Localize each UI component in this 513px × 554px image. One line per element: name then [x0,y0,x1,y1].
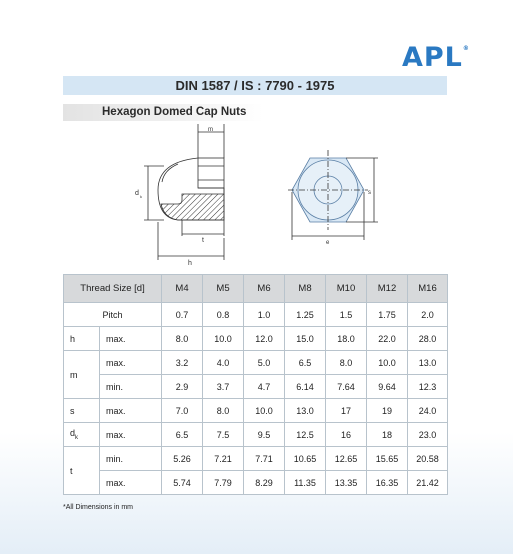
table-cell: 11.35 [285,471,326,495]
table-cell: 12.65 [326,447,367,471]
size-header: M10 [326,275,367,303]
label-m: m [208,127,213,133]
table-cell: 12.0 [244,327,285,351]
table-cell: 2.0 [408,303,448,327]
table-cell: 12.3 [408,375,448,399]
table-row [64,399,448,423]
table-cell: 9.64 [367,375,408,399]
dimensions-table [63,274,448,495]
table-cell: 7.5 [203,423,244,447]
table-cell: 1.5 [326,303,367,327]
table-cell: 5.26 [162,447,203,471]
thread-size-header: Thread Size [d] [64,275,162,303]
table-cell: 3.2 [162,351,203,375]
table-row [64,327,448,351]
table-cell: 8.29 [244,471,285,495]
table-cell: 7.21 [203,447,244,471]
table-cell: 20.58 [408,447,448,471]
label-t: t [202,237,204,244]
table-row [64,423,448,447]
symbol-h: h [64,327,100,351]
limit-label: max. [100,351,162,375]
technical-drawing [120,122,400,267]
table-cell: 1.0 [244,303,285,327]
table-cell: 8.0 [162,327,203,351]
symbol-s: s [64,399,100,423]
table-cell: 5.0 [244,351,285,375]
table-cell: 2.9 [162,375,203,399]
table-cell: 8.0 [326,351,367,375]
size-header: M16 [408,275,448,303]
table-cell: 4.7 [244,375,285,399]
table-cell: 12.5 [285,423,326,447]
table-cell: 10.65 [285,447,326,471]
table-cell: 8.0 [203,399,244,423]
table-cell: 1.75 [367,303,408,327]
size-header: M6 [244,275,285,303]
table-cell: 9.5 [244,423,285,447]
registered-mark: ® [462,45,469,52]
table-cell: 10.0 [203,327,244,351]
table-cell: 17 [326,399,367,423]
table-row [64,471,448,495]
symbol-dk [64,423,100,447]
table-cell: 15.0 [285,327,326,351]
table-cell: 16 [326,423,367,447]
size-header: M5 [203,275,244,303]
dimensions-footnote: *All Dimensions in mm [63,504,134,511]
size-header: M8 [285,275,326,303]
table-cell: 4.0 [203,351,244,375]
table-cell: 24.0 [408,399,448,423]
table-cell: 6.5 [285,351,326,375]
table-cell: 13.0 [285,399,326,423]
table-cell: 7.79 [203,471,244,495]
standard-title-bar [63,76,447,95]
table-cell: 28.0 [408,327,448,351]
side-view-drawing [144,124,224,260]
table-cell: 7.64 [326,375,367,399]
table-cell: 23.0 [408,423,448,447]
pitch-label: Pitch [64,303,162,327]
table-cell: 15.65 [367,447,408,471]
table-row [64,303,448,327]
table-row [64,351,448,375]
table-cell: 0.8 [203,303,244,327]
table-cell: 16.35 [367,471,408,495]
label-dk: d [135,190,139,197]
label-e: e [326,240,330,246]
table-cell: 3.7 [203,375,244,399]
size-header: M12 [367,275,408,303]
table-cell: 21.42 [408,471,448,495]
table-cell: 7.71 [244,447,285,471]
table-cell: 1.25 [285,303,326,327]
brand-logo [402,42,469,73]
limit-label: max. [100,327,162,351]
table-cell: 18.0 [326,327,367,351]
product-subtitle-bar [63,104,263,121]
table-header-row [64,275,448,303]
table-cell: 18 [367,423,408,447]
symbol-t: t [64,447,100,495]
table-cell: 10.0 [367,351,408,375]
table-cell: 19 [367,399,408,423]
limit-label: max. [100,423,162,447]
limit-label: min. [100,447,162,471]
limit-label: max. [100,471,162,495]
symbol-dk-sub: k [75,434,79,441]
table-cell: 13.0 [408,351,448,375]
brand-name: APL [402,42,463,73]
table-cell: 6.14 [285,375,326,399]
table-row [64,447,448,471]
label-s: s [368,190,371,196]
limit-label: min. [100,375,162,399]
symbol-m: m [64,351,100,399]
table-row [64,375,448,399]
size-header: M4 [162,275,203,303]
table-cell: 22.0 [367,327,408,351]
table-cell: 13.35 [326,471,367,495]
product-subtitle: Hexagon Domed Cap Nuts [102,106,247,118]
table-cell: 6.5 [162,423,203,447]
hex-view-drawing [288,150,378,240]
standard-title: DIN 1587 / IS : 7790 - 1975 [175,78,335,93]
table-cell: 5.74 [162,471,203,495]
table-cell: 10.0 [244,399,285,423]
label-h: h [188,260,192,267]
label-dk-sub: k [140,194,142,199]
table-cell: 7.0 [162,399,203,423]
symbol-dk-main: d [70,428,76,439]
table-cell: 0.7 [162,303,203,327]
limit-label: max. [100,399,162,423]
